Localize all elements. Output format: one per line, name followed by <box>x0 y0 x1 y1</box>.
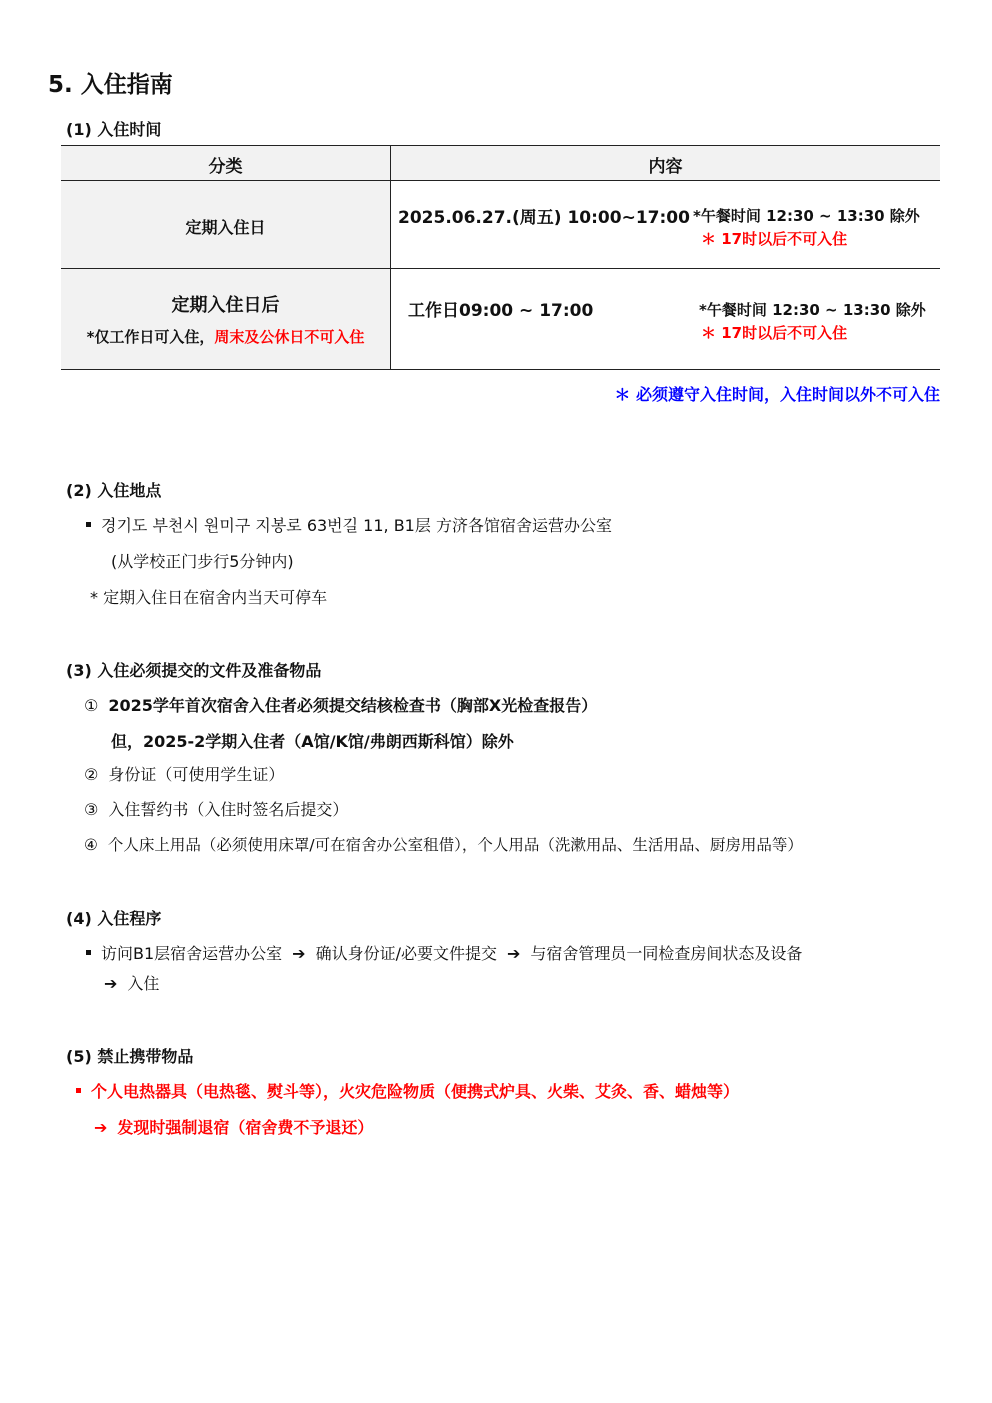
time-footnote: ＊ 必须遵守入住时间，入住时间以外不可入住 <box>614 385 940 404</box>
section-1-title: (1) 入住时间 <box>66 120 162 139</box>
row1-note: ＊ 17时以后不可入住 <box>701 230 848 248</box>
doc-item-1-exception: 但，2025-2学期入住者（A馆/K馆/弗朗西斯科馆）除外 <box>111 732 514 751</box>
section-3-title: (3) 入住必须提交的文件及准备物品 <box>66 661 322 680</box>
procedure-final: ➔ 入住 <box>104 974 160 993</box>
doc-item-1: ① 2025学年首次宿舍入住者必须提交结核检查书（胸部X光检查报告） <box>84 696 598 715</box>
header-category: 分类 <box>208 157 243 177</box>
section-5-title: (5) 禁止携带物品 <box>66 1047 194 1066</box>
bullet <box>86 950 91 955</box>
arrow-icon: ➔ <box>104 974 118 993</box>
row1-category: 定期入住日 <box>185 218 266 237</box>
row1-lunch: *午餐时间 12:30 ~ 13:30 除外 <box>693 207 920 225</box>
address-item: 경기도 부천시 원미구 지봉로 63번길 11, B1层 方济各馆宿舍运营办公室 <box>86 513 612 536</box>
prohibited-consequence: ➔ 发现时强制退宿（宿舍费不予退还） <box>94 1118 374 1137</box>
section-4-title: (4) 入住程序 <box>66 909 162 928</box>
check-in-time-table <box>61 145 940 370</box>
row2-note: ＊ 17时以后不可入住 <box>701 324 848 342</box>
walk-note: (从学校正门步行5分钟内) <box>111 552 294 571</box>
row2-time: 工作日09:00 ~ 17:00 <box>408 301 594 321</box>
arrow-icon: ➔ <box>506 944 521 963</box>
procedure-steps: 访问B1层宿舍运营办公室 ➔ 确认身份证/必要文件提交 ➔ 与宿舍管理员一同检查房间状态及设备 <box>86 941 802 964</box>
row1-time: 2025.06.27.(周五) 10:00~17:00 <box>398 208 690 228</box>
arrow-icon: ➔ <box>94 1118 108 1137</box>
bullet <box>86 522 91 527</box>
row2-category: 定期入住日后 <box>171 295 280 316</box>
section-2-title: (2) 入住地点 <box>66 481 162 500</box>
arrow-icon: ➔ <box>292 944 306 963</box>
row2-lunch: *午餐时间 12:30 ~ 13:30 除外 <box>699 301 926 319</box>
bullet <box>76 1088 81 1093</box>
row2-subnote: *仅工作日可入住，周末及公休日不可入住 <box>86 328 365 346</box>
page-title: 5. 入住指南 <box>48 72 173 98</box>
doc-item-4: ④ 个人床上用品（必须使用床罩/可在宿舍办公室租借），个人用品（洗漱用品、生活用品、厨房用品等） <box>84 836 803 854</box>
doc-item-3: ③ 入住誓约书（入住时签名后提交） <box>84 800 349 819</box>
prohibited-items: 个人电热器具（电热毯、熨斗等），火灾危险物质（便携式炉具、火柴、艾灸、香、蜡烛等） <box>76 1079 739 1102</box>
header-content: 内容 <box>648 157 683 177</box>
parking-note: * 定期入住日在宿舍内当天可停车 <box>90 588 328 607</box>
doc-item-2: ② 身份证（可使用学生证） <box>84 765 285 784</box>
